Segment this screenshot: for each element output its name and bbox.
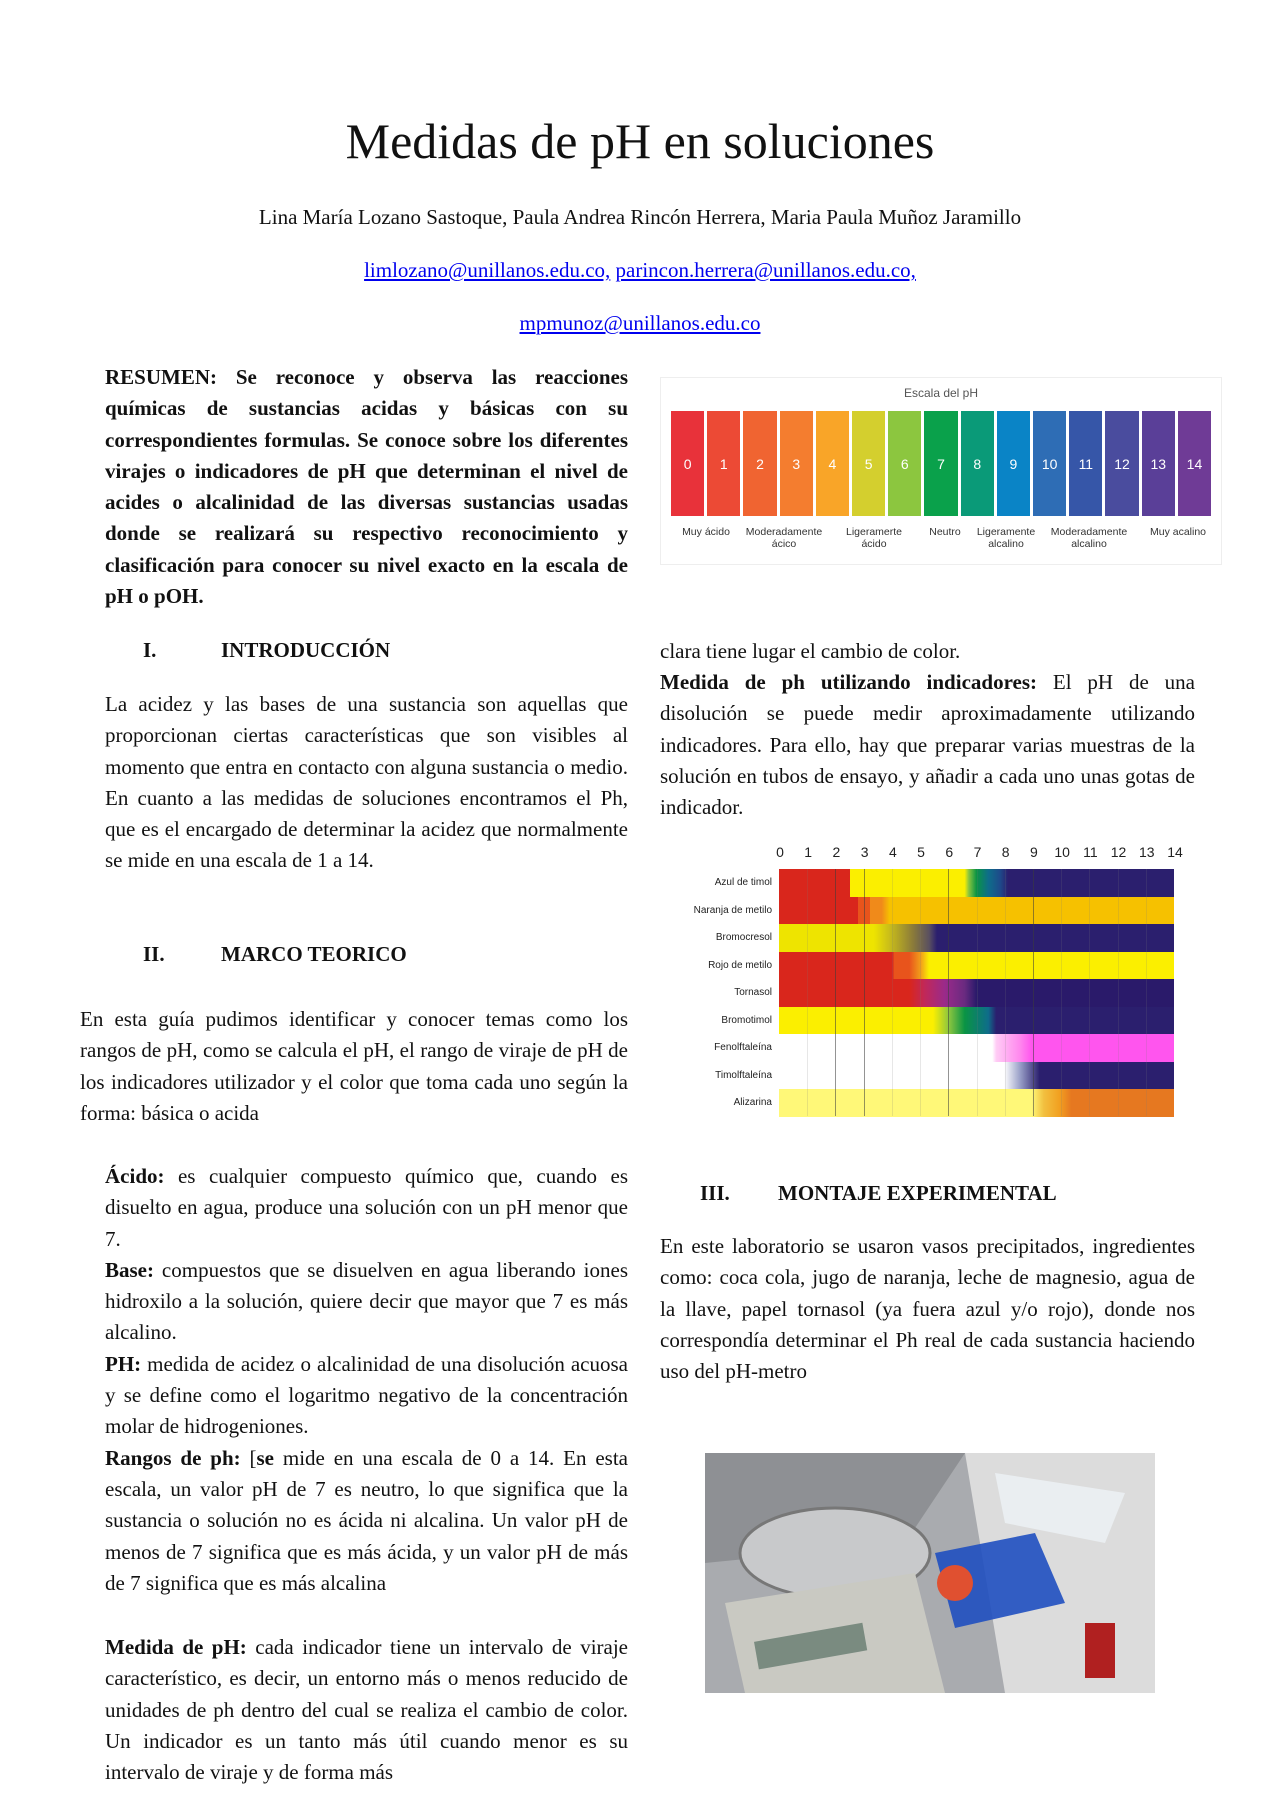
- authors: Lina María Lozano Sastoque, Paula Andrea Rincón Herrera, Maria Paula Muñoz Jaramillo: [258, 205, 1022, 229]
- tick-label: 6: [945, 844, 954, 860]
- email-link[interactable]: mpmunoz@unillanos.edu.co: [519, 311, 761, 335]
- email-link[interactable]: limlozano@unillanos.edu.co,: [364, 258, 611, 282]
- section-number: II.: [143, 942, 165, 966]
- term: Rangos de ph:: [105, 1445, 241, 1470]
- indicator-label: Fenolftaleína: [714, 1042, 772, 1053]
- indicator-label: Rojo de metilo: [708, 959, 772, 971]
- scale-label: Muy acalino: [1149, 526, 1207, 538]
- definition-text: compuestos que se disuelven en agua liberando iones hidroxilo a la solución, quiere decir que mayor que 7 es más alcalino.: [105, 1257, 628, 1345]
- definition-rangos: [105, 1443, 628, 1599]
- term: Ácido:: [105, 1164, 165, 1188]
- paragraph-text: El pH de una disolución se puede medir aproximadamente utilizando indicadores. Para ello, hay que preparar varias muestras de la solución en tubos de ensayo, y añadir a cada uno unas gotas de indicador.: [660, 670, 1195, 820]
- indicadores-paragraph: [660, 667, 1195, 823]
- term: Base:: [105, 1257, 154, 1282]
- abstract: RESUMEN: Se reconoce y observa las reacciones químicas de sustancias acidas y básicas con su correspondientes formulas. Se conoce sobre los diferentes virajes o indicadores de pH que determinan el nivel de acides o alcalinidad de las diversas sustancias usadas donde se realizará su respectivo reconocimiento y clasificación para conocer su nivel exacto en la escala de pH o pOH.: [105, 365, 628, 609]
- tick-label: 13: [1138, 844, 1155, 860]
- indicator-label: Bromotimol: [721, 1014, 772, 1026]
- indicator-chart: [690, 840, 1190, 1130]
- indicator-ticks: [776, 844, 1183, 862]
- indicator-label: Alizarina: [733, 1097, 772, 1108]
- marco-paragraph: En esta guía pudimos identificar y conocer temas como los rangos de pH, como se calcula el pH, el rango de viraje de pH de los indicadores utilizador y el color que toma cada uno según la forma: básica o acida: [80, 1007, 628, 1125]
- ph-bar-4: 4: [816, 411, 849, 516]
- lab-photo: [705, 1453, 1155, 1693]
- tick-label: 14: [1167, 844, 1183, 860]
- indicator-row: [721, 1007, 1174, 1035]
- tick-label: 11: [1083, 844, 1098, 860]
- term: Medida de pH:: [105, 1635, 247, 1659]
- section-heading-marco: [143, 942, 407, 967]
- indicator-label: Azul de timol: [714, 877, 772, 888]
- ph-bar-13: 13: [1142, 411, 1175, 516]
- bracket-mark: [: [240, 1445, 257, 1470]
- lab-photo-illustration: [705, 1453, 1155, 1693]
- ph-bar-12: 12: [1105, 411, 1138, 516]
- tick-label: 7: [973, 844, 982, 860]
- ph-bar-7: 7: [924, 411, 957, 516]
- indicator-row: [715, 1062, 1174, 1090]
- document-title: Medidas de pH en soluciones: [345, 113, 935, 169]
- ph-bar-5: 5: [852, 411, 885, 516]
- email-link[interactable]: parincon.herrera@unillanos.edu.co,: [615, 258, 916, 282]
- scale-label: Moderadamente ácico: [745, 526, 823, 550]
- tick-label: 1: [804, 844, 813, 860]
- scale-label: Ligeramente alcalino: [976, 526, 1036, 550]
- paragraph-text: cada indicador tiene un intervalo de viraje característico, es decir, un entorno más o menos reducido de unidades de ph dentro del cual se realiza el cambio de color. Un indicador es un tanto más útil cuando menor es su intervalo de viraje y de forma más: [105, 1635, 629, 1785]
- montaje-paragraph: En este laboratorio se usaron vasos precipitados, ingredientes como: coca cola, jugo de naranja, leche de magnesio, agua de la llave, papel tornasol (ya fuera azul y/o rojo), donde nos correspondía determinar el Ph real de cada sustancia haciendo uso del pH-metro: [660, 1234, 1195, 1384]
- ph-bar-1: 1: [707, 411, 740, 516]
- tick-label: 5: [917, 844, 925, 860]
- indicator-row: [733, 1089, 1174, 1117]
- term: PH:: [105, 1351, 142, 1376]
- scale-label: Neutro: [929, 526, 961, 538]
- definition-text: mide en una escala de 0 a 14. En esta escala, un valor pH de 7 es neutro, lo que significa que la sustancia o solución no es ácida ni alcalina. Un valor pH de menos de 7 significa que es más ácida, y un valor pH de más de 7 significa que es más alcalina: [105, 1445, 629, 1595]
- indicator-row: [693, 897, 1174, 925]
- tick-label: 2: [832, 844, 841, 860]
- indicator-row: [708, 952, 1174, 980]
- indicator-row: [734, 979, 1174, 1007]
- section-number: III.: [700, 1181, 730, 1205]
- indicator-row: [714, 1034, 1174, 1062]
- indicator-row: [714, 869, 1174, 897]
- definitions: [105, 1161, 628, 1599]
- continued-paragraph: clara tiene lugar el cambio de color.: [660, 639, 961, 663]
- ph-bar-0: 0: [671, 411, 704, 516]
- definition-text: medida de acidez o alcalinidad de una disolución acuosa y se define como el logaritmo negativo de la concentración molar de hidrogeniones.: [105, 1351, 628, 1439]
- section-title: MARCO TEORICO: [221, 942, 407, 966]
- tick-label: 12: [1110, 844, 1127, 860]
- indicator-label: Naranja de metilo: [693, 904, 772, 916]
- ph-scale-figure: [660, 377, 1222, 565]
- indicator-label: Tornasol: [734, 987, 772, 998]
- tick-label: 9: [1030, 844, 1038, 860]
- scale-label: Ligeramerte ácido: [845, 526, 903, 550]
- indicator-row: [715, 924, 1174, 952]
- section-heading-intro: [143, 638, 390, 663]
- tick-label: 0: [776, 844, 784, 860]
- ph-bar-9: 9: [997, 411, 1030, 516]
- email-line-1: [0, 258, 1280, 283]
- scale-label: Moderadamente alcalino: [1050, 526, 1128, 550]
- definition-acido: [105, 1161, 628, 1255]
- term: Medida de ph utilizando indicadores:: [660, 670, 1038, 694]
- ph-bar-2: 2: [743, 411, 776, 516]
- term: se: [256, 1445, 274, 1470]
- intro-paragraph: La acidez y las bases de una sustancia son aquellas que proporcionan ciertas características que son visibles al momento que entra en contacto con alguna sustancia o medio. En cuanto a las medidas de soluciones encontramos el Ph, que es el encargado de determinar la acidez que normalmente se mide en una escala de 1 a 14.: [105, 692, 628, 873]
- definition-base: [105, 1255, 628, 1349]
- section-title: MONTAJE EXPERIMENTAL: [778, 1181, 1057, 1205]
- tick-label: 4: [888, 844, 897, 860]
- section-number: I.: [143, 638, 157, 662]
- tick-label: 8: [1001, 844, 1010, 860]
- ph-bar-10: 10: [1033, 411, 1066, 516]
- email-line-2: [0, 311, 1280, 336]
- ph-bar-6: 6: [888, 411, 921, 516]
- ph-bar-11: 11: [1069, 411, 1102, 516]
- ph-scale-bars: [671, 411, 1211, 516]
- indicator-label: Bromocresol: [715, 932, 772, 943]
- definition-text: es cualquier compuesto químico que, cuando es disuelto en agua, produce una solución con un pH menor que 7.: [105, 1164, 628, 1251]
- section-heading-montaje: [700, 1181, 1057, 1206]
- tick-label: 3: [860, 844, 869, 860]
- scale-label: Muy ácido: [682, 526, 730, 538]
- medida-paragraph: [105, 1632, 628, 1788]
- indicator-label: Timolftaleína: [715, 1069, 772, 1081]
- definition-ph: [105, 1349, 628, 1443]
- ph-bar-14: 14: [1178, 411, 1211, 516]
- tick-label: 10: [1054, 844, 1070, 860]
- ph-bar-8: 8: [961, 411, 994, 516]
- indicator-rows: [693, 869, 1174, 1117]
- ph-scale-title: Escala del pH: [903, 386, 979, 400]
- section-title: INTRODUCCIÓN: [221, 638, 391, 662]
- ph-bar-3: 3: [780, 411, 813, 516]
